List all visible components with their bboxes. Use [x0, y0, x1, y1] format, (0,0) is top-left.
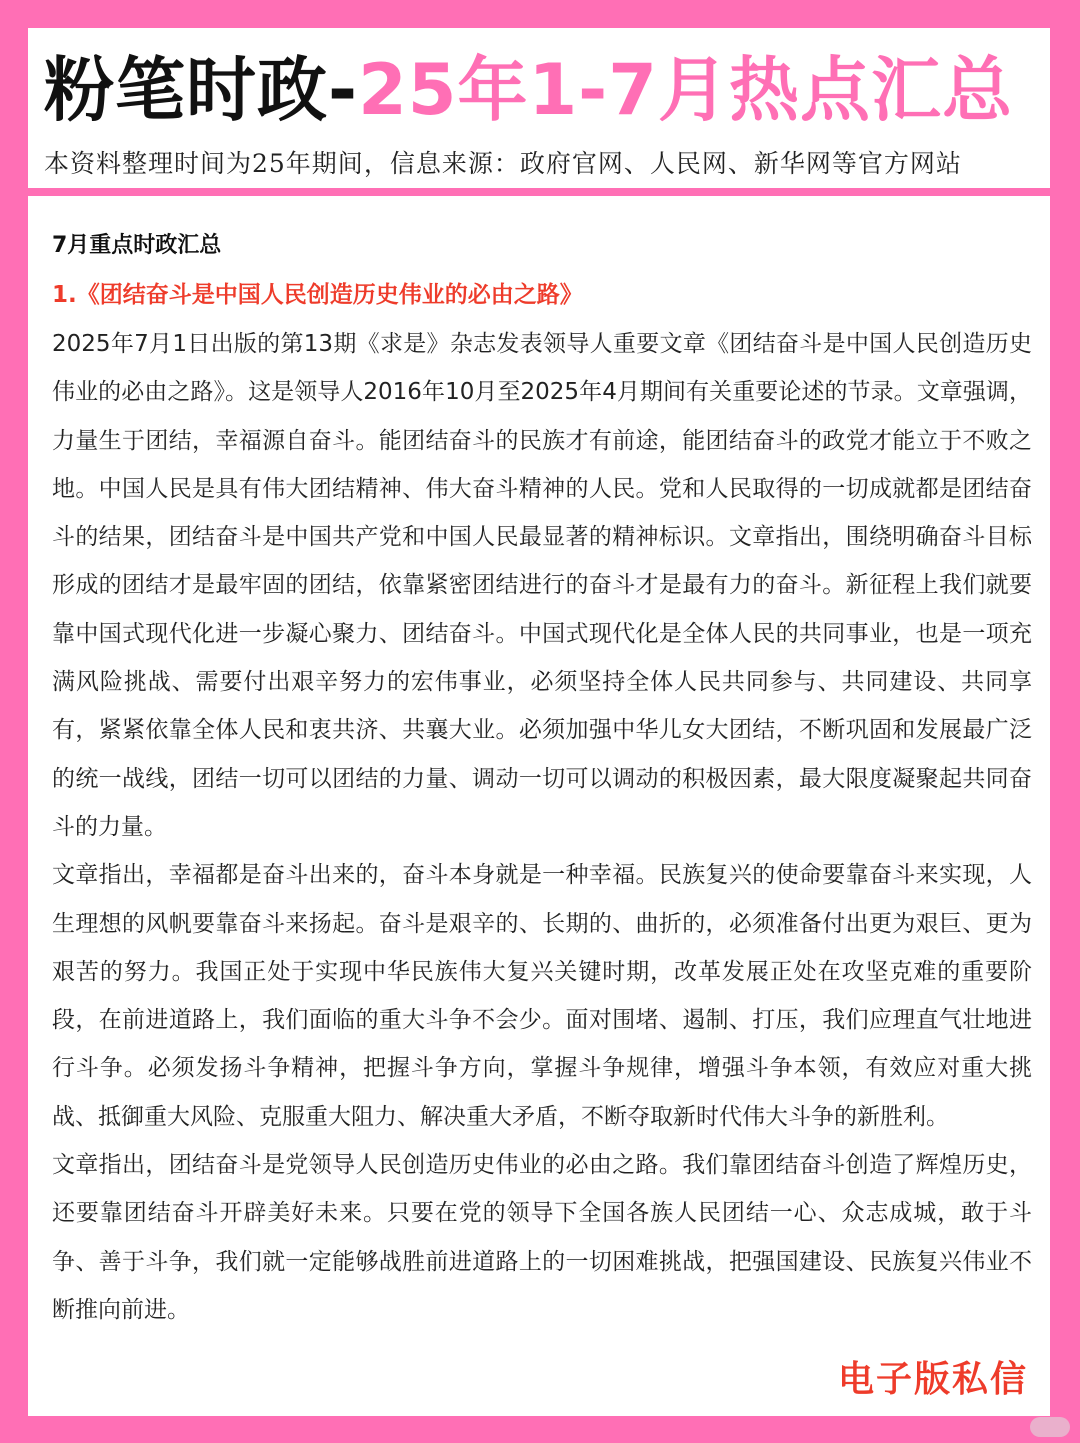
article-body [52, 320, 1032, 1334]
content-card [28, 196, 1050, 1416]
title-highlight: 25年1-7月热点汇总 [358, 49, 1013, 131]
source-subtitle: 本资料整理时间为25年期间，信息来源：政府官网、人民网、新华网等官方网站 [44, 149, 962, 178]
page-title [44, 42, 1044, 138]
section-heading: 7月重点时政汇总 [52, 233, 222, 258]
paragraph: 文章指出，团结奋斗是党领导人民创造历史伟业的必由之路。我们靠团结奋斗创造了辉煌历史，还要靠团结奋斗开辟美好未来。只要在党的领导下全国各族人民团结一心、众志成城，敢于斗争、善于斗争，我们就一定能够战胜前进道路上的一切困难挑战，把强国建设、民族复兴伟业不断推向前进。 [52, 1152, 1032, 1323]
paragraph: 文章指出，幸福都是奋斗出来的，奋斗本身就是一种幸福。民族复兴的使命要靠奋斗来实现，人生理想的风帆要靠奋斗来扬起。奋斗是艰辛的、长期的、曲折的，必须准备付出更为艰巨、更为艰苦的努力。我国正处于实现中华民族伟大复兴关键时期，改革发展正处在攻坚克难的重要阶段，在前进道路上，我们面临的重大斗争不会少。面对围堵、遏制、打压，我们应理直气壮地进行斗争。必须发扬斗争精神，把握斗争方向，掌握斗争规律，增强斗争本领，有效应对重大挑战、抵御重大风险、克服重大阻力、解决重大矛盾，不断夺取新时代伟大斗争的新胜利。 [52, 862, 1032, 1130]
paragraph: 2025年7月1日出版的第13期《求是》杂志发表领导人重要文章《团结奋斗是中国人民创造历史伟业的必由之路》。这是领导人2016年10月至2025年4月期间有关重要论述的节录。文章强调，力量生于团结，幸福源自奋斗。能团结奋斗的民族才有前途，能团结奋斗的政党才能立于不败之地。中国人民是具有伟大团结精神、伟大奋斗精神的人民。党和人民取得的一切成就都是团结奋斗的结果，团结奋斗是中国共产党和中国人民最显著的精神标识。文章指出，围绕明确奋斗目标形成的团结才是最牢固的团结，依靠紧密团结进行的奋斗才是最有力的奋斗。新征程上我们就要靠中国式现代化进一步凝心聚力、团结奋斗。中国式现代化是全体人民的共同事业，也是一项充满风险挑战、需要付出艰辛努力的宏伟事业，必须坚持全体人民共同参与、共同建设、共同享有，紧紧依靠全体人民和衷共济、共襄大业。必须加强中华儿女大团结，不断巩固和发展最广泛的统一战线，团结一切可以团结的力量、调动一切可以调动的积极因素，最大限度凝聚起共同奋斗的力量。 [52, 331, 1032, 840]
title-prefix: 粉笔时政- [44, 49, 359, 131]
footer-cta: 电子版私信 [837, 1359, 1028, 1400]
header-card [28, 28, 1050, 188]
watermark-badge [1030, 1417, 1070, 1437]
article-title: 1.《团结奋斗是中国人民创造历史伟业的必由之路》 [52, 282, 583, 308]
